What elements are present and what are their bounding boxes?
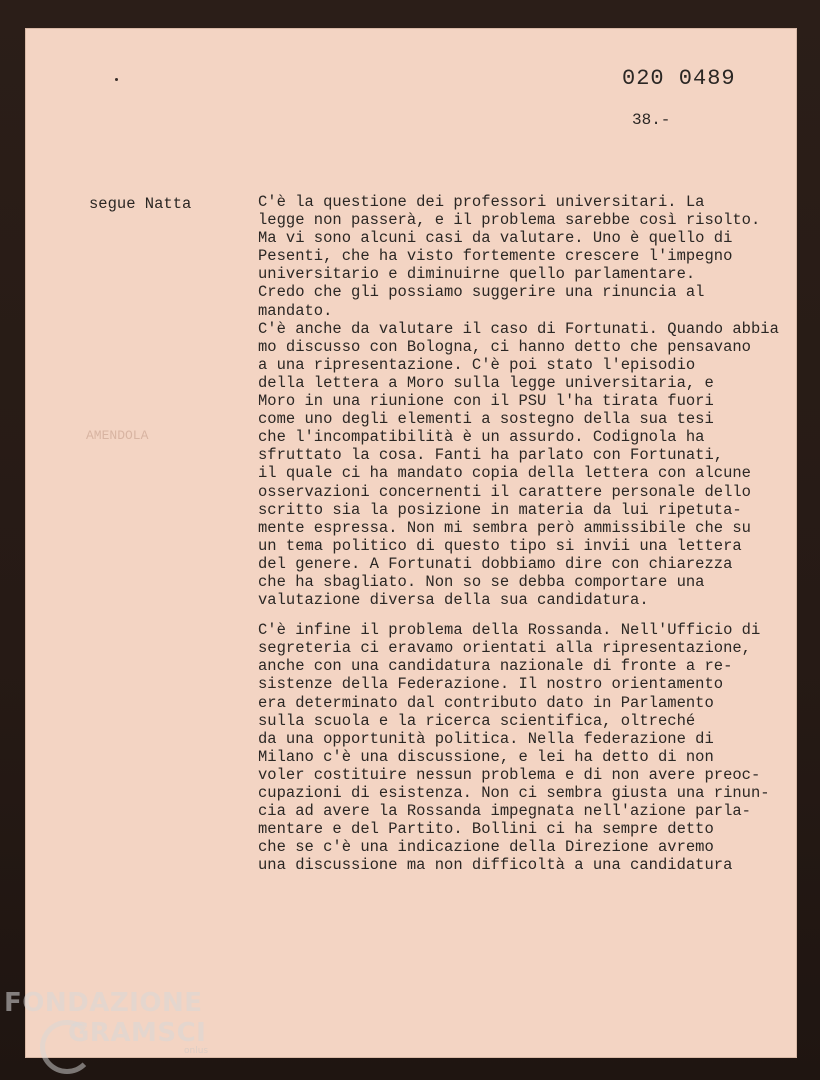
text-line: universitario e diminuirne quello parlamentare. [258, 265, 696, 284]
text-line: sulla scuola e la ricerca scientifica, oltreché [258, 711, 696, 730]
text-line: era determinato dal contributo dato in Parlamento [258, 693, 714, 712]
faint-margin-note: AMENDOLA [86, 428, 149, 443]
fondazione-gramsci-watermark [4, 988, 209, 1056]
paragraph [258, 621, 788, 874]
text-line: una discussione ma non difficoltà a una candidatura [258, 856, 733, 875]
text-line: Ma vi sono alcuni casi da valutare. Uno è quello di [258, 229, 733, 248]
text-line: Pesenti, che ha visto fortemente crescere l'impegno [258, 247, 733, 266]
text-line: voler costituire nessun problema e di non avere preoc- [258, 765, 761, 784]
text-line: Credo che gli possiamo suggerire una rinuncia al [258, 283, 705, 302]
text-line: Milano c'è una discussione, e lei ha detto di non [258, 747, 714, 766]
text-line: cia ad avere la Rossanda impegnata nell'azione parla- [258, 802, 751, 821]
paragraph [258, 193, 788, 609]
text-line: come uno degli elementi a sostegno della sua tesi [258, 410, 714, 429]
watermark-line-2: GRAMSCI [68, 1018, 207, 1048]
text-line: scritto sia la posizione in materia da lui ripetuta- [258, 500, 742, 519]
document-body [258, 193, 788, 874]
paragraph-gap [258, 609, 788, 621]
text-line: anche con una candidatura nazionale di fronte a re- [258, 657, 733, 676]
text-line: Moro in una riunione con il PSU l'ha tirata fuori [258, 392, 714, 411]
text-line: mente espressa. Non mi sembra però ammissibile che su [258, 518, 751, 537]
gramsci-logo-ring-icon [40, 1020, 94, 1074]
text-line: segreteria ci eravamo orientati alla ripresentazione, [258, 639, 751, 658]
text-line: sistenze della Federazione. Il nostro orientamento [258, 675, 724, 694]
text-line: mo discusso con Bologna, ci hanno detto che pensavano [258, 337, 751, 356]
text-line: osservazioni concernenti il carattere personale dello [258, 482, 751, 501]
text-line: sfruttato la cosa. Fanti ha parlato con Fortunati, [258, 446, 724, 465]
text-line: mandato. [258, 301, 333, 320]
text-line: un tema politico di questo tipo si invii una lettera [258, 536, 742, 555]
text-line: legge non passerà, e il problema sarebbe così risolto. [258, 211, 761, 230]
archive-number: 020 0489 [622, 66, 736, 91]
text-line: mentare e del Partito. Bollini ci ha sempre detto [258, 820, 714, 839]
text-line: che l'incompatibilità è un assurdo. Codignola ha [258, 428, 705, 447]
page-number: 38.- [632, 111, 671, 129]
text-line: valutazione diversa della sua candidatura. [258, 591, 649, 610]
text-line: del genere. A Fortunati dobbiamo dire con chiarezza [258, 554, 733, 573]
text-line: cupazioni di esistenza. Non ci sembra giusta una rinun- [258, 784, 770, 802]
ink-dot [115, 78, 118, 81]
text-line: C'è anche da valutare il caso di Fortunati. Quando abbia [258, 319, 779, 338]
text-line: C'è la questione dei professori universitari. La [258, 193, 705, 211]
speaker-label: segue Natta [89, 195, 192, 213]
text-line: che se c'è una indicazione della Direzione avremo [258, 838, 714, 857]
text-line: da una opportunità politica. Nella federazione di [258, 729, 714, 748]
text-line: a una ripresentazione. C'è poi stato l'episodio [258, 355, 696, 374]
text-line: C'è infine il problema della Rossanda. Nell'Ufficio di [258, 621, 761, 640]
text-line: della lettera a Moro sulla legge universitaria, e [258, 373, 714, 392]
watermark-line-1: FONDAZIONE [4, 988, 203, 1018]
text-line: il quale ci ha mandato copia della lettera con alcune [258, 464, 751, 483]
watermark-suffix: onlus [184, 1046, 209, 1056]
text-line: che ha sbagliato. Non so se debba comportare una [258, 572, 705, 591]
